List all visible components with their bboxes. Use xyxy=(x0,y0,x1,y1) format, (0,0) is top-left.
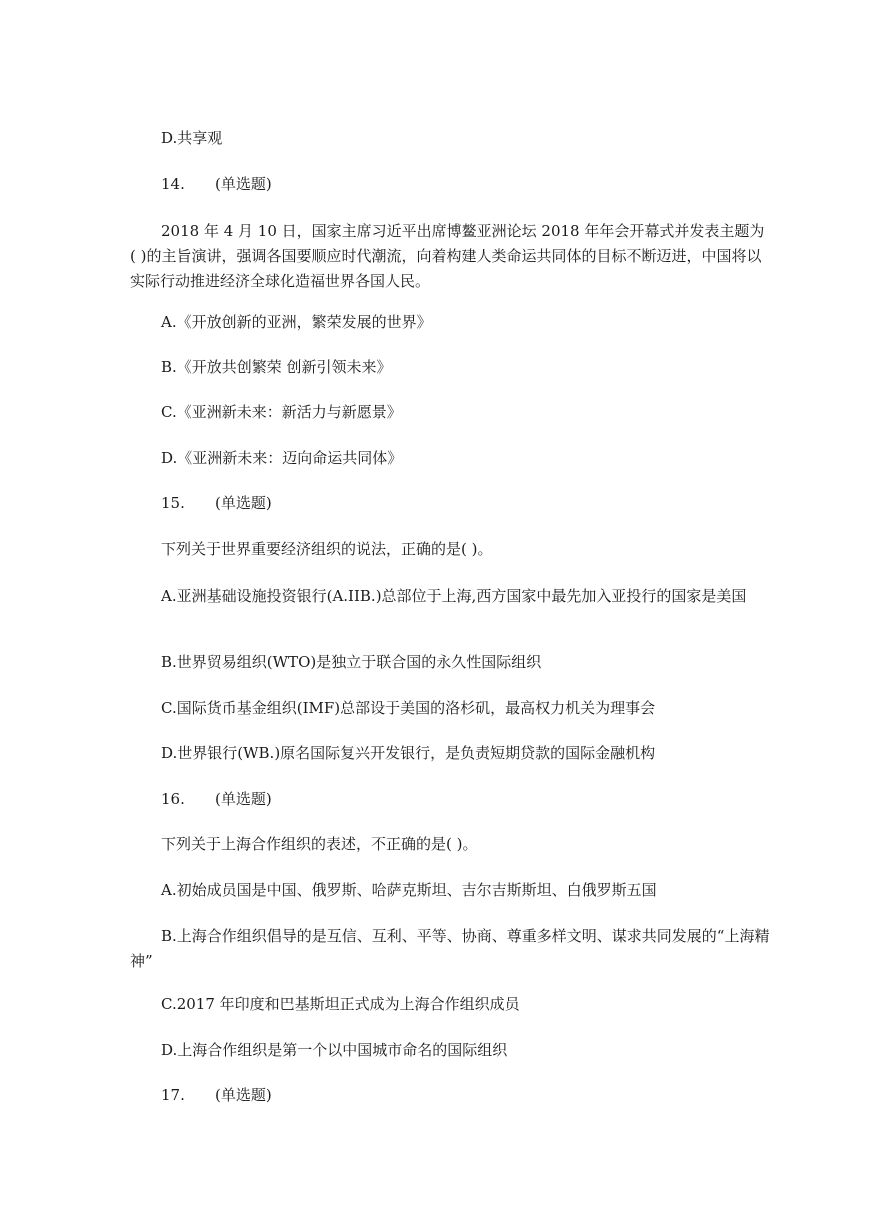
q16-option-a: A.初始成员国是中国、俄罗斯、哈萨克斯坦、吉尔吉斯斯坦、白俄罗斯五国 xyxy=(161,881,657,899)
q13-option-d: D.共享观 xyxy=(161,129,223,147)
q14-option-b: B.《开放共创繁荣 创新引领未来》 xyxy=(161,358,392,376)
q14-number: 14. xyxy=(161,175,185,193)
q16-option-b: B.上海合作组织倡导的是互信、互利、平等、协商、尊重多样文明、谋求共同发展的“上海精神” xyxy=(130,927,770,970)
q17-number: 17. xyxy=(161,1086,185,1104)
q16-option-c: C.2017 年印度和巴基斯坦正式成为上海合作组织成员 xyxy=(161,995,520,1013)
q16-stem: 下列关于上海合作组织的表述，不正确的是( )。 xyxy=(161,835,478,853)
q16-option-d: D.上海合作组织是第一个以中国城市命名的国际组织 xyxy=(161,1041,508,1059)
q17-type: (单选题) xyxy=(215,1086,272,1104)
q14-option-a: A.《开放创新的亚洲，繁荣发展的世界》 xyxy=(161,313,432,331)
q14-option-d: D.《亚洲新未来：迈向命运共同体》 xyxy=(161,449,403,467)
q16-type: (单选题) xyxy=(215,790,272,808)
q15-option-d: D.世界银行(WB.)原名国际复兴开发银行，是负责短期贷款的国际金融机构 xyxy=(161,744,656,762)
q15-type: (单选题) xyxy=(215,494,272,512)
q15-stem: 下列关于世界重要经济组织的说法，正确的是( )。 xyxy=(161,540,493,558)
q14-option-c: C.《亚洲新未来：新活力与新愿景》 xyxy=(161,403,402,421)
q15-option-c: C.国际货币基金组织(IMF)总部设于美国的洛杉矶，最高权力机关为理事会 xyxy=(161,699,656,717)
q14-stem: 2018 年 4 月 10 日，国家主席习近平出席博鳌亚洲论坛 2018 年年会开幕式并发表主题为( )的主旨演讲，强调各国要顺应时代潮流，向着构建人类命运共同体的目标不断迈进，中国将以实际行动推进经济全球化造福世界各国人民。 xyxy=(130,222,765,290)
q15-number: 15. xyxy=(161,494,185,512)
q16-number: 16. xyxy=(161,790,185,808)
q15-option-a: A.亚洲基础设施投资银行(A.IIB.)总部位于上海,西方国家中最先加入亚投行的国家是美国 xyxy=(161,587,747,605)
q14-type: (单选题) xyxy=(215,175,272,193)
q15-option-b: B.世界贸易组织(WTO)是独立于联合国的永久性国际组织 xyxy=(161,653,542,671)
